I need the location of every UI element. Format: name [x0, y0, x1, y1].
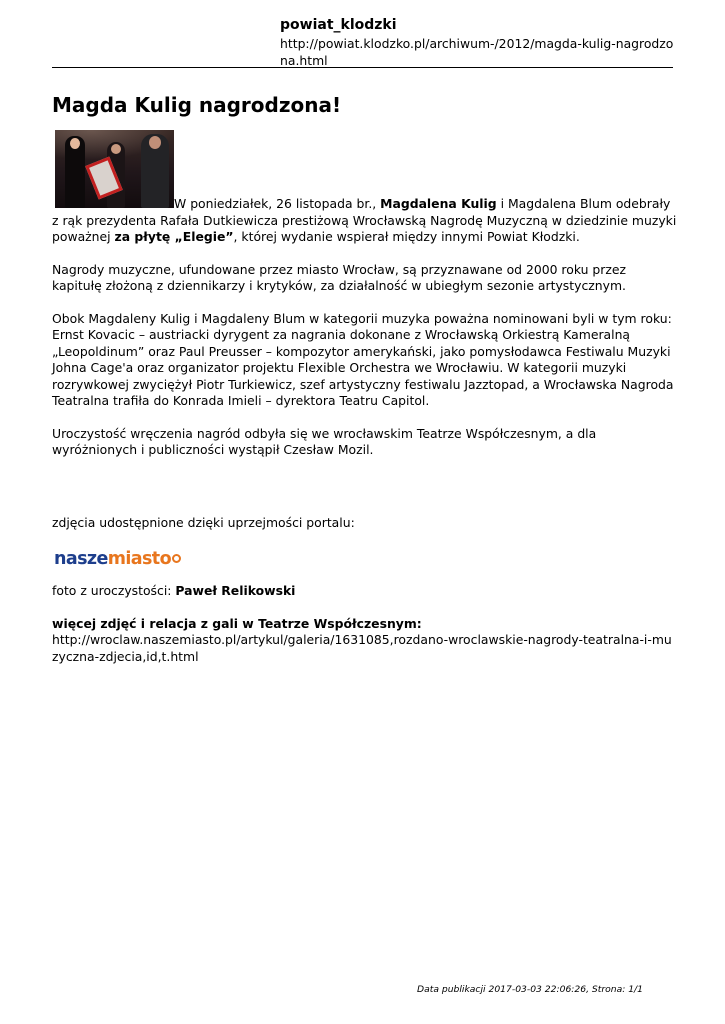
article-body — [52, 130, 677, 665]
foto-label: foto z uroczystości: — [52, 583, 176, 598]
logo-part1: nasze — [54, 549, 108, 569]
gallery-link[interactable]: http://wroclaw.naszemiasto.pl/artykul/galeria/1631085,rozdano-wroclawskie-nagrody-teatralna-i-muzyczna-zdjecia,id,t.html — [52, 632, 672, 664]
more-label: więcej zdjęć i relacja z gali w Teatrze Współczesnym: — [52, 615, 422, 631]
paragraph-4: Uroczystość wręczenia nagród odbyła się we wrocławskim Teatrze Współczesnym, a dla wyróżnionych i publiczności wystąpił Czesław Mozil. — [52, 425, 597, 457]
award-ceremony-photo — [55, 130, 174, 208]
p1-middle: i Magdalena Blum odebrały z rąk prezydenta Rafała Dutkiewicza prestiżową Wrocławską Nagrodę Muzyczną w dziedzinie muzyki poważnej — [52, 196, 677, 244]
paragraph-2: Nagrody muzyczne, ufundowane przez miasto Wrocław, są przyznawane od 2000 roku przez kapitułę złożoną z dziennikarzy i krytyków, za działalność w ubiegłym sezonie artystycznym. — [52, 261, 627, 293]
header-divider — [52, 67, 673, 68]
p1-intro: W poniedziałek, 26 listopada br., — [174, 196, 381, 211]
logo-part2: miasto — [107, 549, 171, 569]
more-section — [52, 616, 677, 666]
photos-credit: zdjęcia udostępnione dzięki uprzejmości portalu: — [52, 514, 355, 530]
p1-name-bold: Magdalena Kulig — [380, 196, 497, 211]
p1-end: , której wydanie wspierał między innymi Powiat Kłodzki. — [233, 229, 580, 244]
photo-author-line — [52, 583, 677, 600]
source-url-line1: http://powiat.klodzko.pl/archiwum-/2012/magda-kulig-nagrodzo — [280, 36, 674, 51]
foto-author: Paweł Relikowski — [175, 583, 296, 598]
paragraph-3: Obok Magdaleny Kulig i Magdaleny Blum w kategorii muzyka poważna nominowani byli w tym roku: Ernst Kovacic – austriacki dyrygent za nagrania dokonane z Wrocławską Orkiestrą Kameralną „Leopoldinum” oraz Paul Preusser – kompozytor amerykański, jako pomysłodawca Festiwalu Muzyki Johna Cage'a oraz organizator projektu Flexible Orchestra we Wrocławiu. W kategorii muzyki rozrywkowej zwyciężył Piotr Turkiewicz, szef artystyczny festiwalu Jazztopad, a Wrocławska Nagroda Teatralna trafiła do Konrada Imieli – dyrektora Teatru Capitol. — [52, 310, 674, 408]
logo-dot-icon — [172, 554, 181, 563]
naszemiasto-logo[interactable] — [54, 549, 181, 569]
publication-footer: Data publikacji 2017-03-03 22:06:26, Strona: 1/1 — [417, 984, 643, 995]
site-name: powiat_klodzki — [280, 17, 397, 33]
p1-album-bold: za płytę „Elegie” — [114, 229, 234, 244]
page-header — [280, 16, 680, 69]
source-url-line2: na.html — [280, 53, 328, 68]
source-url[interactable] — [280, 35, 680, 69]
article-title: Magda Kulig nagrodzona! — [52, 93, 342, 117]
paragraph-1 — [52, 130, 677, 246]
